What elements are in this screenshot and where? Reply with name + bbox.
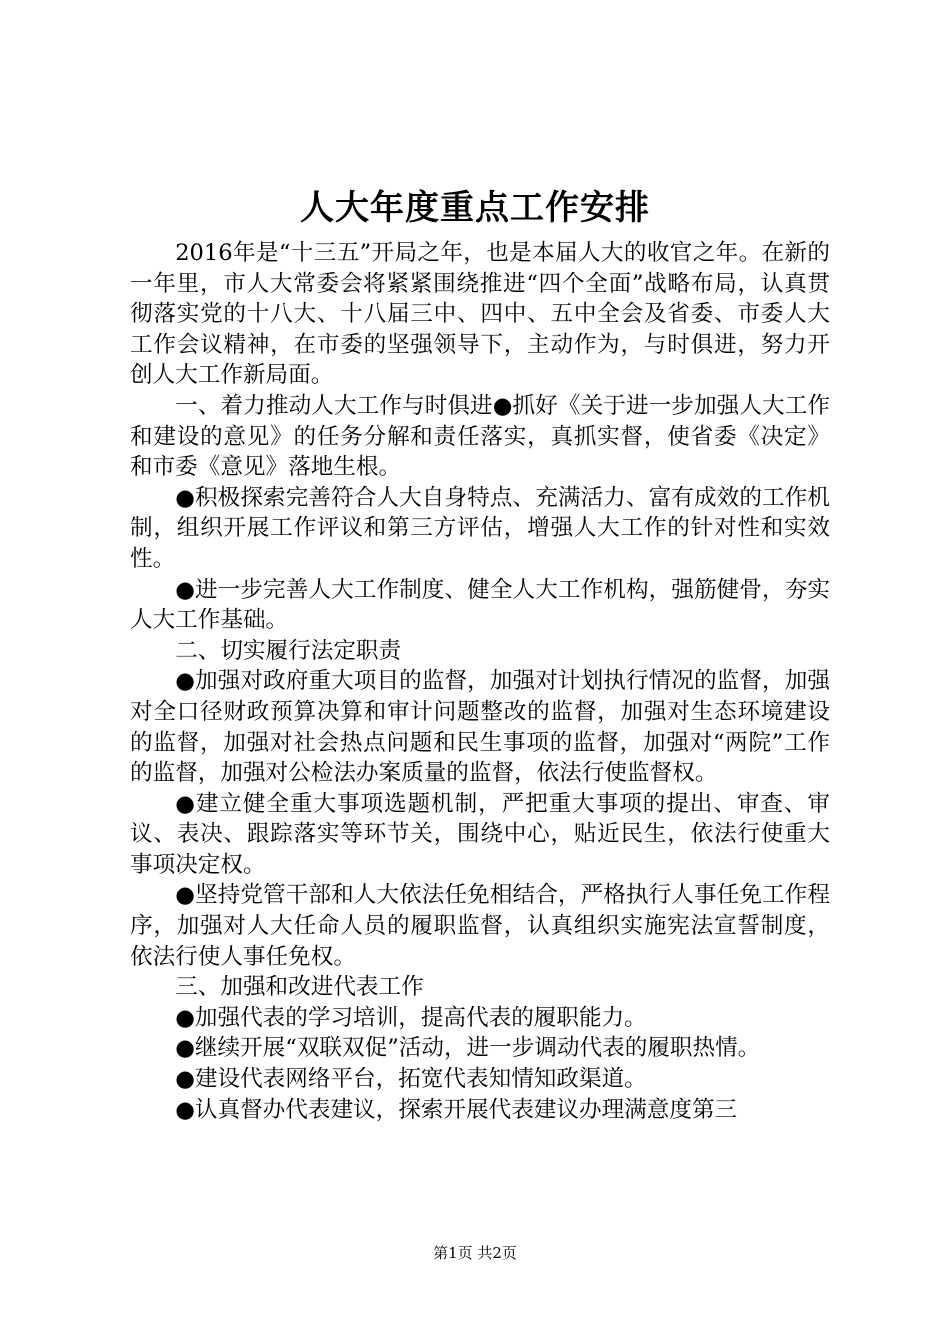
paragraph-intro: 2016年是“十三五”开局之年，也是本届人大的收官之年。在新的一年里，市人大常委会将紧紧围绕推进“四个全面”战略布局，认真贯彻落实党的十八大、十八届三中、四中、五中全会及省委、市委人大工作会议精神，在市委的坚强领导下，主动作为，与时俱进，努力开创人大工作新局面。	[130, 240, 830, 389]
paragraph-section-1: 一、着力推动人大工作与时俱进●抓好《关于进一步加强人大工作和建设的意见》的任务分解和责任落实，真抓实督，使省委《决定》和市委《意见》落地生根。	[130, 392, 830, 481]
document-title: 人大年度重点工作安排	[300, 188, 650, 228]
paragraph-bullet: ●继续开展“双联双促”活动，进一步调动代表的履职热情。	[175, 1035, 761, 1062]
document-body	[130, 238, 830, 1125]
paragraph-bullet: ●坚持党管干部和人大依法任免相结合，严格执行人事任免工作程序，加强对人大任命人员的履职监督，认真组织实施宪法宣誓制度，依法行使人事任免权。	[130, 882, 830, 970]
paragraph-bullet: ●积极探索完善符合人大自身特点、充满活力、富有成效的工作机制，组织开展工作评议和第三方评估，增强人大工作的针对性和实效性。	[130, 484, 830, 572]
section-heading-2: 二、切实履行法定职责	[175, 637, 402, 664]
section-heading-3: 三、加强和改进代表工作	[175, 974, 424, 1001]
page-footer: 第1页 共2页	[433, 1244, 517, 1262]
paragraph-bullet: ●进一步完善人大工作制度、健全人大工作机构，强筋健骨，夯实人大工作基础。	[130, 576, 830, 634]
paragraph-bullet: ●建立健全重大事项选题机制，严把重大事项的提出、审查、审议、表决、跟踪落实等环节关，围绕中心，贴近民生，依法行使重大事项决定权。	[130, 790, 830, 878]
paragraph-bullet: ●建设代表网络平台，拓宽代表知情知政渠道。	[175, 1066, 647, 1093]
paragraph-bullet: ●认真督办代表建议，探索开展代表建议办理满意度第三	[175, 1096, 738, 1123]
paragraph-bullet: ●加强代表的学习培训，提高代表的履职能力。	[175, 1004, 647, 1031]
paragraph-bullet: ●加强对政府重大项目的监督，加强对计划执行情况的监督，加强对全口径财政预算决算和审计问题整改的监督，加强对生态环境建设的监督，加强对社会热点问题和民生事项的监督，加强对“两院”工作的监督，加强对公检法办案质量的监督，依法行使监督权。	[130, 668, 830, 787]
